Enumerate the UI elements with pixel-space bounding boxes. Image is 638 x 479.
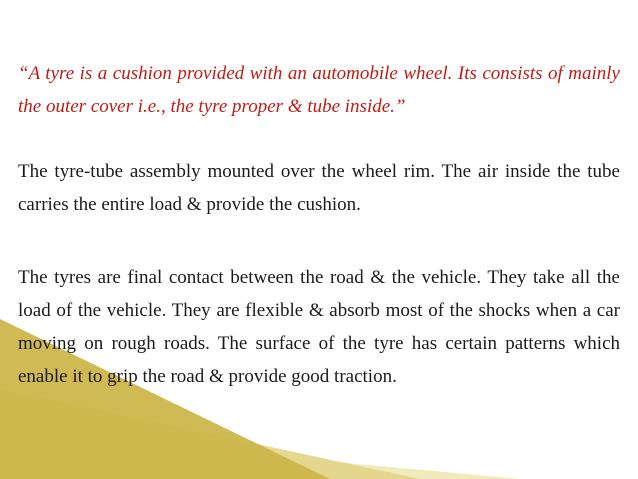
slide-body — [18, 57, 620, 393]
definition-quote: “A tyre is a cushion provided with an automobile wheel. Its consists of mainly the outer cover i.e., the tyre proper & tube inside.” — [18, 63, 620, 117]
paragraph-contact: The tyres are final contact between the road & the vehicle. They take all the load of the vehicle. They are flexible & absorb most of the shocks when a car moving on rough roads. The surface of the tyre has certain patterns which enable it to grip the road & provide good traction. — [18, 267, 620, 387]
paragraph-assembly: The tyre-tube assembly mounted over the wheel rim. The air inside the tube carries the entire load & provide the cushion. — [18, 161, 620, 215]
